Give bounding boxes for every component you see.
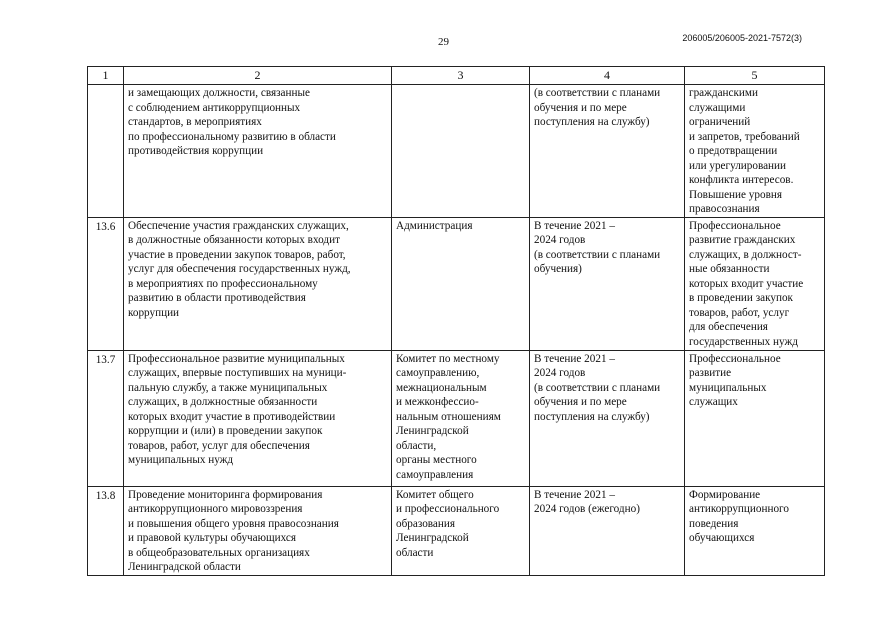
text-line: муниципальных	[689, 381, 767, 394]
text-line: с соблюдением антикоррупционных	[128, 101, 301, 114]
text-line: и межконфессио-	[396, 396, 479, 408]
text-line: 2024 годов	[534, 367, 586, 379]
text-line: Профессиональное развитие муниципальных	[128, 352, 345, 365]
measures-table	[87, 66, 825, 576]
item-number: 13.8	[88, 486, 124, 575]
document-id: 206005/206005-2021-7572(3)	[682, 33, 802, 43]
text-line: гражданскими	[689, 87, 758, 99]
text-line: и повышения общего уровня правосознания	[128, 517, 339, 530]
item-number: 13.7	[88, 350, 124, 486]
text-line: услуг для обеспечения государственных нужд,	[128, 263, 351, 275]
text-line: обучения и по мере	[534, 396, 627, 408]
responsible-executor	[392, 217, 530, 350]
text-line: и замещающих должности, связанные	[128, 87, 310, 99]
text-line: нальным отношениям	[396, 410, 501, 423]
text-line: служащих, в должностные обязанности	[128, 396, 318, 408]
text-line: или урегулировании	[689, 159, 787, 172]
text-line: Формирование	[689, 488, 761, 501]
execution-period	[530, 486, 685, 575]
text-line: обучения)	[534, 263, 582, 275]
expected-result	[685, 85, 825, 218]
text-line: служащих	[689, 396, 738, 408]
column-header: 4	[530, 67, 685, 85]
text-line: противодействия коррупции	[128, 145, 264, 157]
execution-period	[530, 350, 685, 486]
text-line: самоуправлению,	[396, 367, 480, 379]
text-line: служащих, впервые поступивших на муници-	[128, 367, 347, 379]
responsible-executor	[392, 85, 530, 218]
text-line: Профессиональное	[689, 219, 781, 232]
text-line: поведения	[689, 517, 739, 530]
text-line: Комитет по местному	[396, 352, 500, 365]
text-line: (в соответствии с планами	[534, 87, 661, 99]
measure-description	[124, 85, 392, 218]
table-row	[88, 85, 825, 218]
expected-result	[685, 486, 825, 575]
text-line: и запретов, требований	[689, 130, 800, 143]
text-line: и правовой культуры обучающихся	[128, 532, 296, 544]
text-line: для обеспечения	[689, 321, 768, 333]
text-line: Проведение мониторинга формирования	[128, 488, 323, 501]
execution-period	[530, 217, 685, 350]
text-line: по профессиональному развитию в области	[128, 130, 336, 143]
text-line: которых входит участие в противодействии	[128, 410, 336, 423]
text-line: конфликта интересов.	[689, 174, 794, 186]
text-line: Профессиональное	[689, 352, 781, 365]
text-line: в проведении закупок	[689, 292, 793, 304]
text-line: обучения и по мере	[534, 101, 627, 114]
table-row	[88, 350, 825, 486]
text-line: коррупции и (или) в проведении закупок	[128, 425, 323, 437]
text-line: Ленинградской	[396, 425, 469, 437]
expected-result	[685, 217, 825, 350]
table-row	[88, 217, 825, 350]
text-line: о предотвращении	[689, 145, 778, 157]
text-line: Повышение уровня	[689, 188, 782, 201]
text-line: ограничений	[689, 116, 751, 128]
text-line: (в соответствии с планами	[534, 248, 661, 261]
text-line: служащими	[689, 101, 746, 114]
text-line: пальную службу, а также муниципальных	[128, 381, 328, 394]
text-line: (в соответствии с планами	[534, 381, 661, 394]
text-line: поступления на службу)	[534, 410, 650, 423]
text-line: Ленинградской	[396, 532, 469, 544]
text-line: Администрация	[396, 219, 473, 232]
text-line: служащих, в должност-	[689, 248, 802, 261]
execution-period	[530, 85, 685, 218]
text-line: антикоррупционного	[689, 503, 789, 515]
text-line: стандартов, в мероприятиях	[128, 116, 262, 128]
text-line: области,	[396, 439, 437, 452]
text-line: коррупции	[128, 306, 180, 319]
column-number-row	[88, 67, 825, 85]
text-line: которых входит участие	[689, 277, 804, 290]
text-line: в мероприятиях по профессиональному	[128, 277, 318, 290]
text-line: ные обязанности	[689, 263, 770, 275]
column-header: 2	[124, 67, 392, 85]
measure-description	[124, 486, 392, 575]
text-line: обучающихся	[689, 532, 755, 544]
column-header: 1	[88, 67, 124, 85]
item-number	[88, 85, 124, 218]
text-line: 2024 годов (ежегодно)	[534, 503, 640, 515]
text-line: развитию в области противодействия	[128, 292, 306, 304]
column-header: 3	[392, 67, 530, 85]
text-line: государственных нужд	[689, 335, 798, 348]
text-line: и профессионального	[396, 503, 500, 515]
text-line: поступления на службу)	[534, 116, 650, 128]
text-line: антикоррупционного мировоззрения	[128, 503, 303, 515]
text-line: В течение 2021 –	[534, 219, 615, 232]
text-line: области	[396, 546, 434, 559]
text-line: органы местного	[396, 454, 477, 466]
text-line: Ленинградской области	[128, 561, 241, 573]
text-line: самоуправления	[396, 468, 474, 481]
text-line: в общеобразовательных организациях	[128, 546, 310, 559]
measure-description	[124, 350, 392, 486]
text-line: В течение 2021 –	[534, 352, 615, 365]
text-line: развитие гражданских	[689, 234, 796, 246]
text-line: муниципальных нужд	[128, 454, 234, 466]
text-line: участие в проведении закупок товаров, работ,	[128, 248, 346, 261]
page-number: 29	[438, 36, 449, 48]
text-line: Комитет общего	[396, 488, 474, 501]
responsible-executor	[392, 350, 530, 486]
text-line: Обеспечение участия гражданских служащих,	[128, 219, 349, 232]
text-line: товаров, работ, услуг для обеспечения	[128, 439, 310, 452]
text-line: 2024 годов	[534, 234, 586, 246]
item-number: 13.6	[88, 217, 124, 350]
text-line: правосознания	[689, 203, 760, 215]
measure-description	[124, 217, 392, 350]
text-line: развитие	[689, 367, 732, 379]
text-line: образования	[396, 517, 456, 530]
expected-result	[685, 350, 825, 486]
text-line: межнациональным	[396, 381, 487, 394]
table-row	[88, 486, 825, 575]
responsible-executor	[392, 486, 530, 575]
text-line: в должностные обязанности которых входит	[128, 234, 340, 246]
text-line: товаров, работ, услуг	[689, 306, 790, 319]
column-header: 5	[685, 67, 825, 85]
text-line: В течение 2021 –	[534, 488, 615, 501]
